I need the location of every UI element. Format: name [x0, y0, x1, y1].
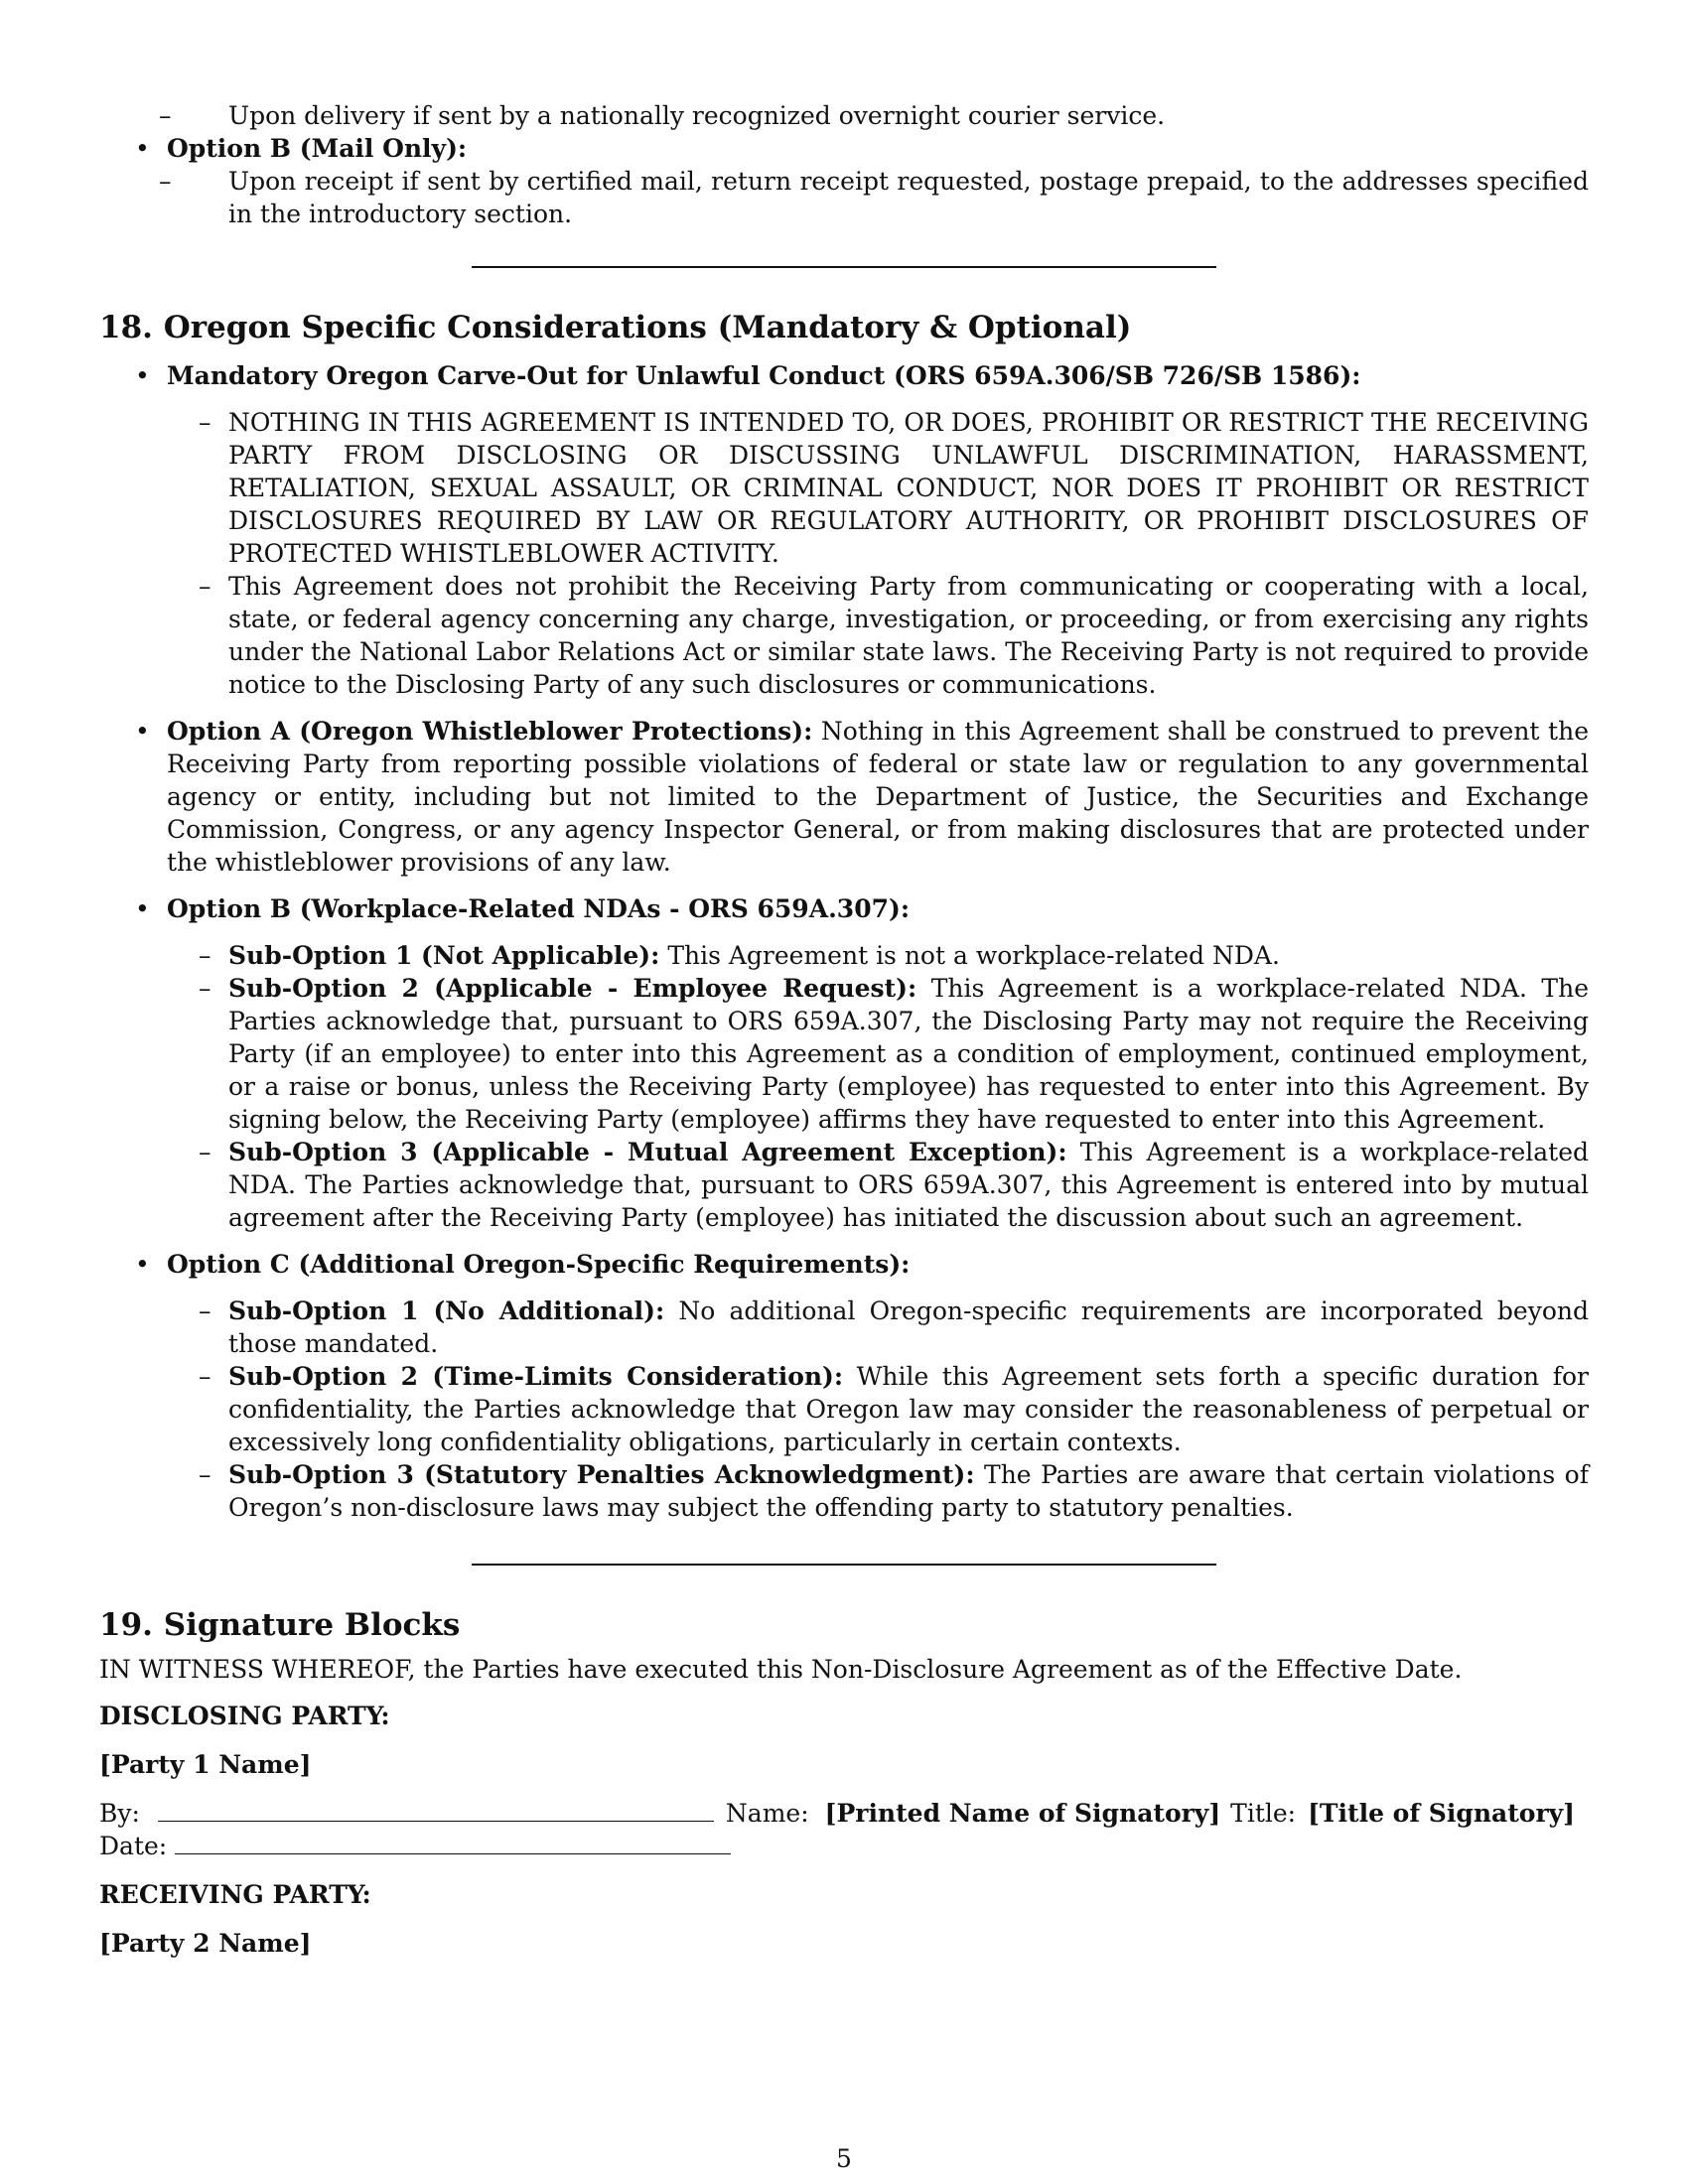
mandatory-item-2-text: This Agreement does not prohibit the Receiving Party from communicating or cooperating with a local, state, or federal agency concerning any charge, investigation, or proceeding, or from exercising any rights under the National Labor Relations Act or similar state laws. The Receiving Party is not required to provide notice to the Disclosing Party of any such disclosures or communications.	[228, 572, 1589, 699]
option-b-sub-2	[99, 972, 1589, 1136]
option-b-sub-1-label: Sub-Option 1 (Not Applicable):	[228, 941, 660, 970]
section-18-title: 18. Oregon Specific Considerations (Mandatory & Optional)	[99, 310, 1132, 345]
option-c-label: Option C (Additional Oregon-Specific Requirements):	[167, 1250, 911, 1279]
party-2-name: [Party 2 Name]	[99, 1929, 312, 1958]
option-b-sub-1-text: This Agreement is not a workplace-related NDA.	[659, 941, 1280, 970]
mandatory-carve-out-label: Mandatory Oregon Carve-Out for Unlawful Conduct (ORS 659A.306/SB 726/SB 1586):	[167, 361, 1361, 390]
mandatory-item-1-text: NOTHING IN THIS AGREEMENT IS INTENDED TO, OR DOES, PROHIBIT OR RESTRICT THE RECEIVING PARTY FROM DISCLOSING OR DISCUSSING UNLAWFUL DISCRIMINATION, HARASSMENT, RETALIATION, SEXUAL ASSAULT, OR CRIMINAL CONDUCT, NOR DOES IT PROHIBIT OR RESTRICT DISCLOSURES REQUIRED BY LAW OR REGULATORY AUTHORITY, OR PROHIBIT DISCLOSURES OF PROTECTED WHISTLEBLOWER ACTIVITY.	[228, 408, 1589, 568]
notice-mail-item	[60, 165, 1589, 230]
option-b-sub-1	[99, 939, 1589, 972]
option-c-sub-3-label: Sub-Option 3 (Statutory Penalties Acknowledgment):	[228, 1460, 975, 1489]
name-label: Name:	[725, 1799, 809, 1828]
option-c-sub-2	[99, 1360, 1589, 1458]
notice-mail-text: Upon receipt if sent by certified mail, return receipt requested, postage prepaid, to the addresses specified in the introductory section.	[228, 167, 1589, 228]
option-a-text: Nothing in this Agreement shall be construed to prevent the Receiving Party from reporting possible violations of federal or state law or regulation to any governmental agency or entity, including but not limited to the Department of Justice, the Securities and Exchange Commission, Congress, or any agency Inspector General, or from making disclosures that are protected under the whistleblower provisions of any law.	[167, 717, 1589, 877]
notice-option-b	[99, 132, 1589, 165]
section-divider	[472, 266, 1216, 268]
mandatory-item-1	[99, 406, 1589, 570]
mandatory-item-2	[99, 570, 1589, 701]
option-c	[99, 1248, 1589, 1281]
option-b-sub-2-label: Sub-Option 2 (Applicable - Employee Request):	[228, 974, 917, 1003]
option-b-sub-2-text: This Agreement is a workplace-related NDA. The Parties acknowledge that, pursuant to ORS 659A.307, the Disclosing Party may not require the Receiving Party (if an employee) to enter into this Agreement as a condition of employment, continued employment, or a raise or bonus, unless the Receiving Party (employee) has requested to enter into this Agreement. By signing below, the Receiving Party (employee) affirms they have requested to enter into this Agreement.	[228, 974, 1589, 1134]
mandatory-carve-out	[99, 359, 1589, 392]
receiving-party-label: RECEIVING PARTY:	[99, 1880, 371, 1909]
option-c-sub-1-text: No additional Oregon-specific requirements are incorporated beyond those mandated.	[228, 1297, 1589, 1358]
signature-line[interactable]	[158, 1799, 714, 1822]
witness-statement: IN WITNESS WHEREOF, the Parties have executed this Non-Disclosure Agreement as of the Effective Date.	[99, 1655, 1463, 1684]
title-label: Title:	[1230, 1799, 1297, 1828]
option-b	[99, 892, 1589, 925]
date-row	[99, 1830, 1589, 1862]
option-c-sub-2-label: Sub-Option 2 (Time-Limits Consideration):	[228, 1362, 844, 1391]
party-1-name: [Party 1 Name]	[99, 1750, 312, 1779]
notice-courier-item	[60, 99, 1589, 132]
signatory-title-placeholder: [Title of Signatory]	[1308, 1799, 1575, 1828]
option-a	[99, 715, 1589, 879]
option-b-sub-3	[99, 1136, 1589, 1234]
section-divider	[472, 1564, 1216, 1566]
signature-row	[99, 1797, 1589, 1830]
option-b-label: Option B (Workplace-Related NDAs - ORS 659A.307):	[167, 894, 911, 923]
date-line[interactable]	[175, 1832, 731, 1854]
document-page	[99, 99, 1589, 1960]
notice-courier-text: Upon delivery if sent by a nationally recognized overnight courier service.	[228, 101, 1166, 130]
by-label: By:	[99, 1799, 140, 1828]
date-label: Date:	[99, 1832, 168, 1860]
printed-name-placeholder: [Printed Name of Signatory]	[824, 1799, 1221, 1828]
page-number: 5	[836, 2144, 852, 2173]
option-c-sub-1-label: Sub-Option 1 (No Additional):	[228, 1297, 665, 1325]
option-b-sub-3-text: This Agreement is a workplace-related NDA. The Parties acknowledge that, pursuant to ORS 659A.307, this Agreement is entered into by mutual agreement after the Receiving Party (employee) has initiated the discussion about such an agreement.	[228, 1138, 1590, 1232]
section-19-title: 19. Signature Blocks	[99, 1607, 461, 1643]
option-c-sub-2-text: While this Agreement sets forth a specific duration for confidentiality, the Parties acknowledge that Oregon law may consider the reasonableness of perpetual or excessively long confidentiality obligations, particularly in certain contexts.	[228, 1362, 1589, 1456]
option-b-sub-3-label: Sub-Option 3 (Applicable - Mutual Agreement Exception):	[228, 1138, 1067, 1166]
disclosing-party-label: DISCLOSING PARTY:	[99, 1702, 390, 1730]
option-c-sub-3-text: The Parties are aware that certain violations of Oregon’s non-disclosure laws may subject the offending party to statutory penalties.	[228, 1460, 1589, 1522]
option-c-sub-1	[99, 1295, 1589, 1360]
option-a-label: Option A (Oregon Whistleblower Protections):	[167, 717, 813, 746]
notice-option-b-label: Option B (Mail Only):	[167, 134, 468, 163]
option-c-sub-3	[99, 1458, 1589, 1524]
